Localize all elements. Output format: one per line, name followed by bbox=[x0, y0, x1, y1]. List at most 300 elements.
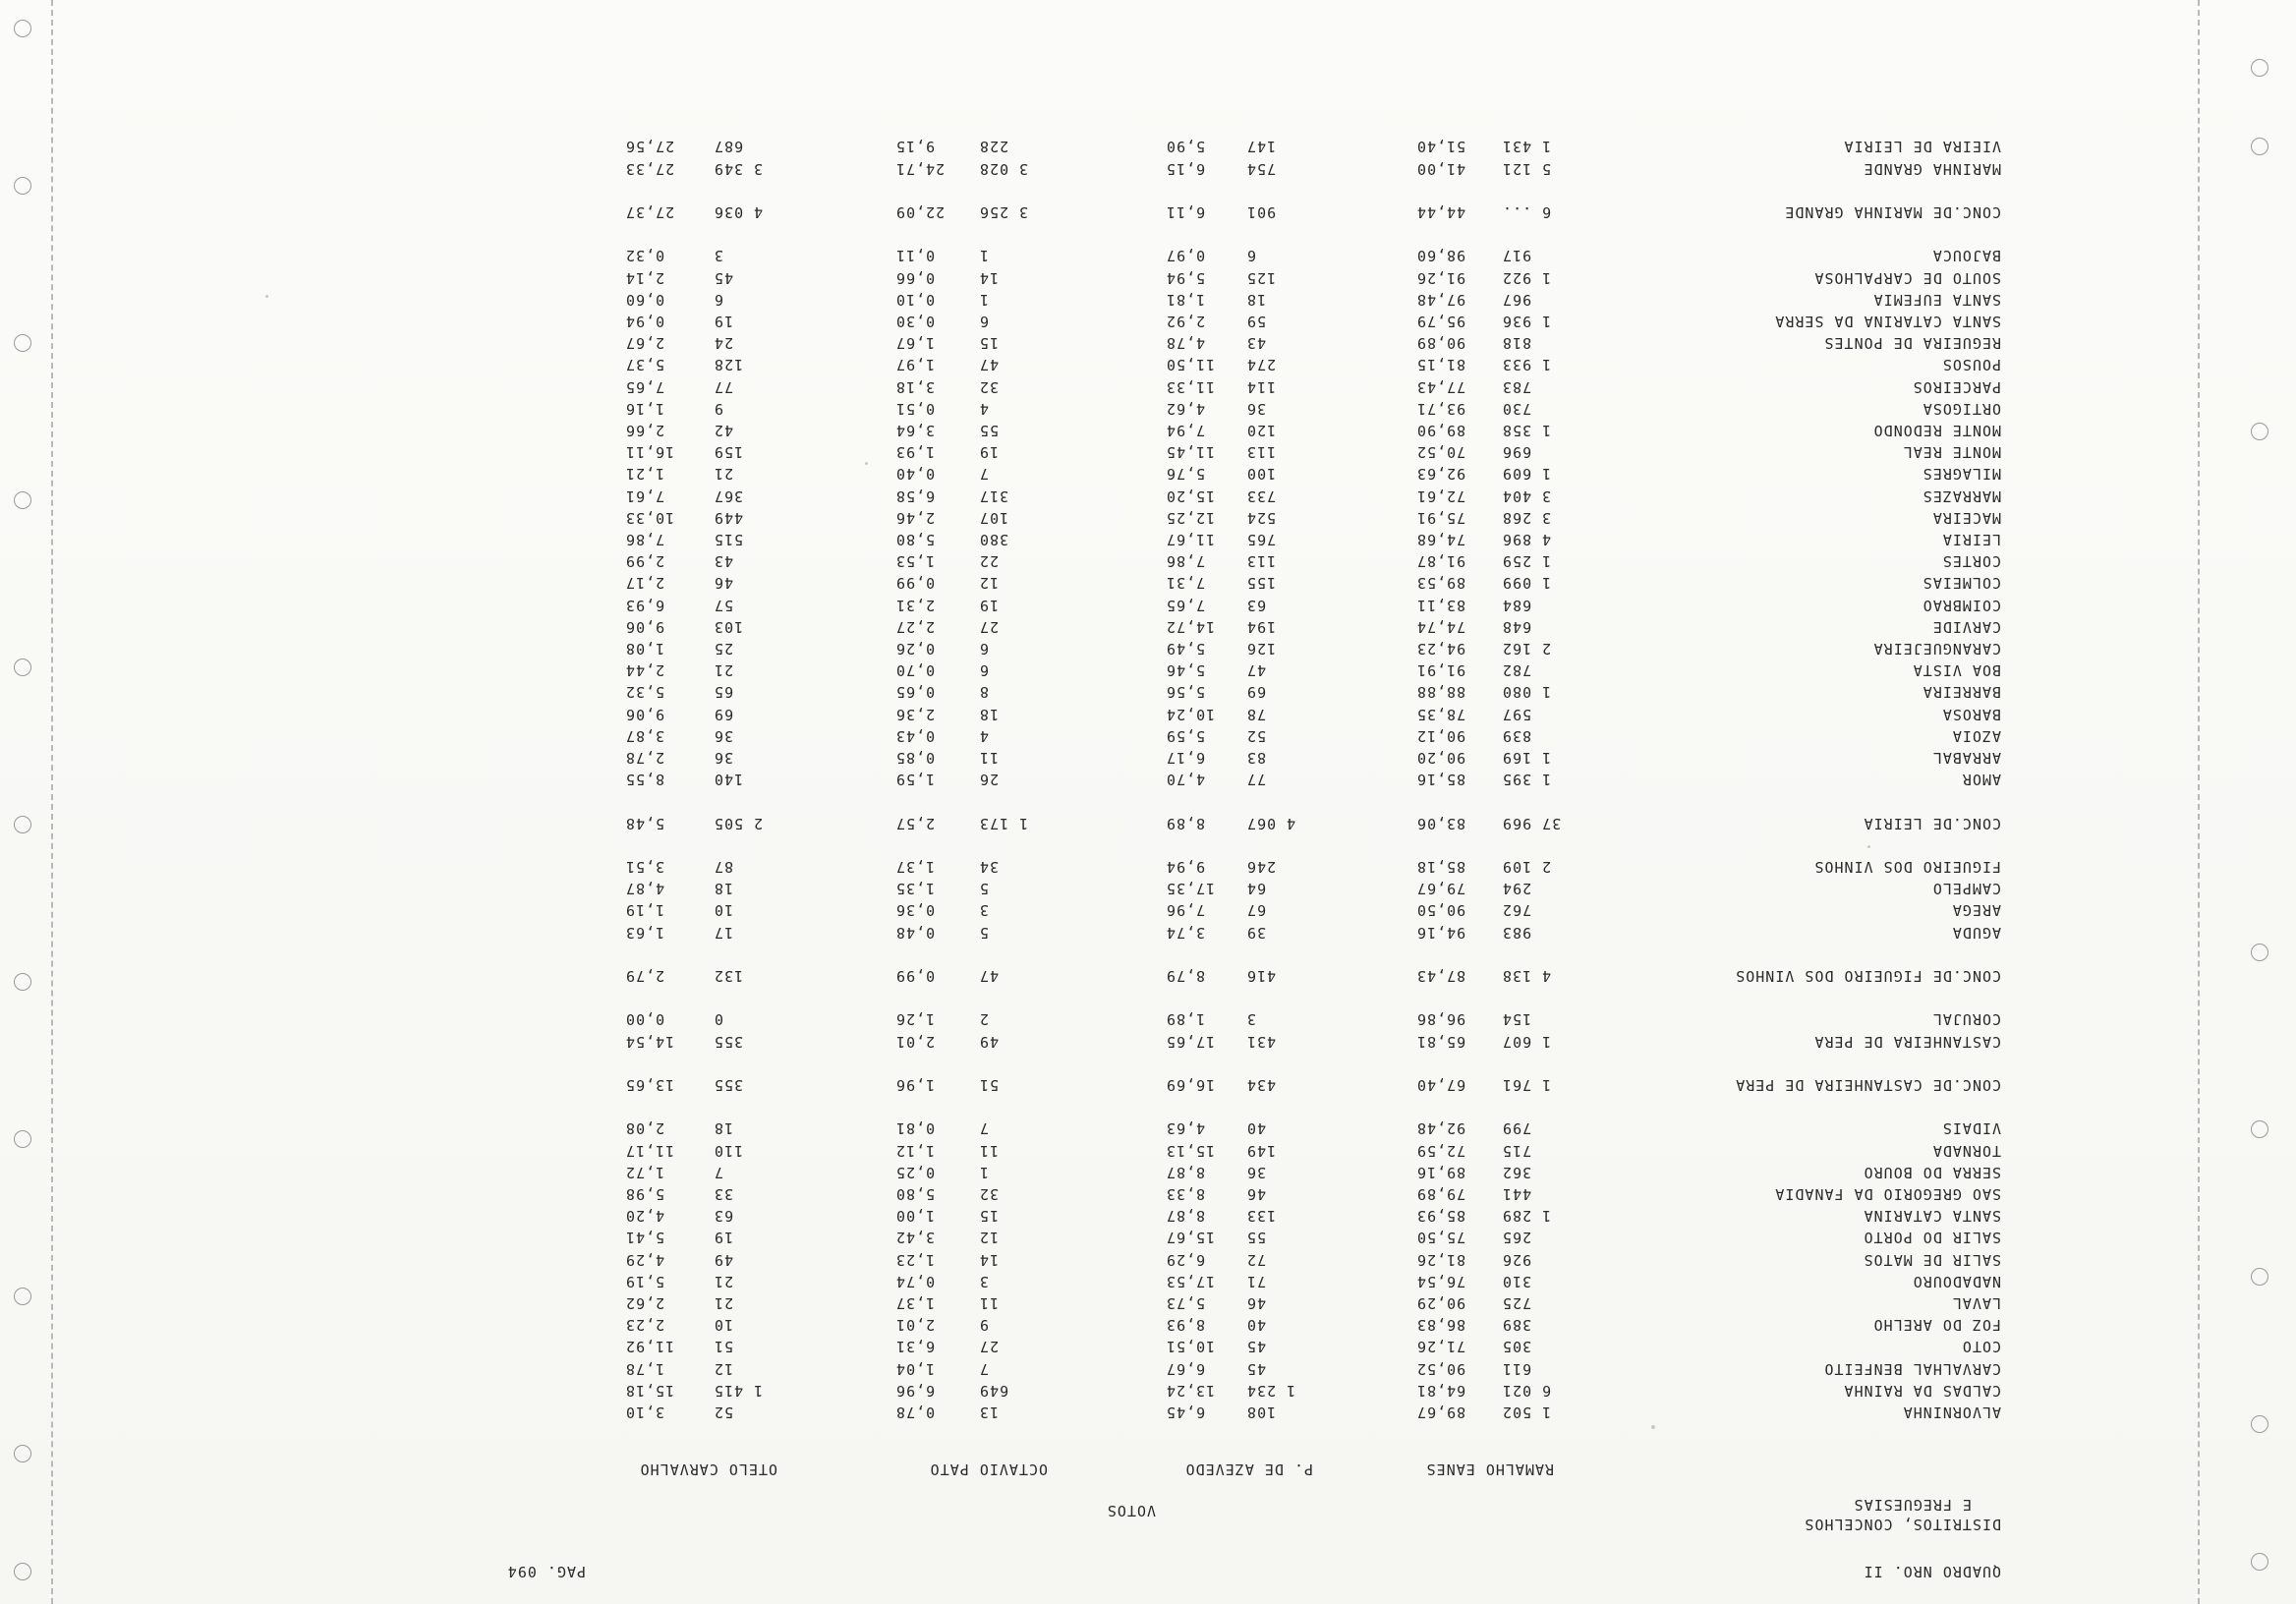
cell-p2: 14,72 bbox=[1166, 617, 1216, 636]
cell-p1: 76,54 bbox=[1416, 1272, 1466, 1290]
cell-p4: 1,78 bbox=[625, 1359, 665, 1378]
cell-c2: 40 bbox=[1246, 1316, 1267, 1335]
cell-c2: 149 bbox=[1246, 1141, 1277, 1160]
cell-p1: 74,74 bbox=[1416, 617, 1466, 636]
cell-p4: 16,11 bbox=[625, 443, 675, 462]
cell-c2: 6 bbox=[1246, 247, 1257, 265]
cell-c2: 416 bbox=[1246, 967, 1277, 985]
cell-c2: 901 bbox=[1246, 203, 1277, 221]
cell-c4: 19 bbox=[714, 1229, 734, 1247]
cell-c1: 1 358 bbox=[1502, 422, 1552, 439]
row-name: SERRA DO BOURO bbox=[1863, 1163, 2001, 1181]
cell-p1: 85,18 bbox=[1416, 858, 1466, 876]
row-name: POUSOS bbox=[1941, 356, 2001, 374]
cell-p4: 7,61 bbox=[625, 487, 665, 505]
row-name: CONC.DE MARINHA GRANDE bbox=[1784, 203, 2001, 221]
cell-c2: 133 bbox=[1246, 1207, 1277, 1226]
cell-p3: 3,18 bbox=[895, 377, 936, 396]
cell-c1: 1 609 bbox=[1502, 465, 1552, 484]
cell-c1: 983 bbox=[1502, 923, 1532, 942]
scan-speck bbox=[265, 295, 268, 298]
cell-p4: 8,55 bbox=[625, 771, 665, 789]
cell-p2: 8,87 bbox=[1166, 1163, 1206, 1181]
cell-c2: 194 bbox=[1246, 617, 1277, 636]
cell-p2: 4,70 bbox=[1166, 771, 1206, 789]
row-name: SOUTO DE CARPALHOSA bbox=[1813, 268, 2001, 287]
cell-c3: 19 bbox=[979, 443, 1000, 462]
cell-c3: 14 bbox=[979, 1250, 1000, 1269]
cell-p4: 14,54 bbox=[625, 1032, 675, 1051]
cell-c2: 120 bbox=[1246, 422, 1277, 439]
cell-c2: 83 bbox=[1246, 749, 1267, 767]
cell-p1: 86,83 bbox=[1416, 1316, 1466, 1335]
cell-p2: 12,25 bbox=[1166, 508, 1216, 527]
row-name: BAJOUCA bbox=[1931, 247, 2001, 265]
cell-c4: 367 bbox=[714, 487, 744, 505]
cell-c3: 228 bbox=[979, 138, 1009, 156]
cell-c4: 6 bbox=[714, 290, 724, 309]
cell-p3: 1,04 bbox=[895, 1359, 936, 1378]
row-name: CORTES bbox=[1941, 552, 2001, 571]
cell-p2: 5,46 bbox=[1166, 661, 1206, 680]
cell-c3: 12 bbox=[979, 574, 1000, 593]
cell-c3: 3 028 bbox=[979, 159, 1029, 178]
cell-p2: 10,24 bbox=[1166, 705, 1216, 723]
cell-c2: 18 bbox=[1246, 290, 1267, 309]
cell-p4: 3,51 bbox=[625, 858, 665, 876]
cell-p1: 93,71 bbox=[1416, 399, 1466, 418]
cell-c2: 4 067 bbox=[1246, 814, 1296, 832]
row-name: MONTE REAL bbox=[1902, 443, 2001, 462]
cell-c2: 43 bbox=[1246, 334, 1267, 353]
cell-p1: 85,93 bbox=[1416, 1207, 1466, 1226]
cell-c4: 18 bbox=[714, 880, 734, 898]
cell-p2: 6,15 bbox=[1166, 159, 1206, 178]
cell-c2: 155 bbox=[1246, 574, 1277, 593]
cell-c2: 431 bbox=[1246, 1032, 1277, 1051]
cell-p1: 88,88 bbox=[1416, 683, 1466, 702]
cell-c3: 19 bbox=[979, 596, 1000, 614]
row-name: BAROSA bbox=[1941, 705, 2001, 723]
cell-c1: 597 bbox=[1502, 705, 1532, 723]
cell-p1: 92,48 bbox=[1416, 1119, 1466, 1138]
cell-c2: 45 bbox=[1246, 1338, 1267, 1356]
cell-p4: 1,63 bbox=[625, 923, 665, 942]
row-name: AGUDA bbox=[1951, 923, 2001, 942]
cell-p4: 4,29 bbox=[625, 1250, 665, 1269]
cell-p1: 72,59 bbox=[1416, 1141, 1466, 1160]
row-name: MILAGRES bbox=[1922, 465, 2001, 484]
cell-p3: 1,93 bbox=[895, 443, 936, 462]
cell-c1: 730 bbox=[1502, 399, 1532, 418]
cell-p3: 1,67 bbox=[895, 334, 936, 353]
cell-c4: 110 bbox=[714, 1141, 744, 1160]
row-name: CARVALHAL BENFEITO bbox=[1823, 1359, 2001, 1378]
cell-p1: 91,91 bbox=[1416, 661, 1466, 680]
cell-p4: 5,32 bbox=[625, 683, 665, 702]
district-label-line2: E FREGUESIAS bbox=[1853, 1496, 1972, 1514]
cell-c3: 22 bbox=[979, 552, 1000, 571]
cell-c1: 4 896 bbox=[1502, 531, 1552, 548]
cell-c2: 274 bbox=[1246, 356, 1277, 374]
cell-c3: 49 bbox=[979, 1032, 1000, 1051]
cell-p1: 90,12 bbox=[1416, 726, 1466, 745]
cell-p2: 13,24 bbox=[1166, 1381, 1216, 1400]
cell-p3: 2,01 bbox=[895, 1316, 936, 1335]
cell-c1: 294 bbox=[1502, 880, 1532, 898]
cell-c4: 159 bbox=[714, 443, 744, 462]
cell-p3: 2,57 bbox=[895, 814, 936, 832]
cell-p2: 17,53 bbox=[1166, 1272, 1216, 1290]
cell-p3: 0,25 bbox=[895, 1163, 936, 1181]
cell-c2: 114 bbox=[1246, 377, 1277, 396]
row-name: ARRABAL bbox=[1931, 749, 2001, 767]
cell-c4: 10 bbox=[714, 1316, 734, 1335]
cell-c4: 515 bbox=[714, 531, 744, 548]
cell-c1: 362 bbox=[1502, 1163, 1532, 1181]
cell-c2: 52 bbox=[1246, 726, 1267, 745]
cell-p3: 0,40 bbox=[895, 465, 936, 484]
cell-c4: 24 bbox=[714, 334, 734, 353]
cell-p3: 1,12 bbox=[895, 1141, 936, 1160]
cell-c3: 27 bbox=[979, 617, 1000, 636]
cell-c3: 32 bbox=[979, 1185, 1000, 1203]
cell-p1: 41,00 bbox=[1416, 159, 1466, 178]
cell-p3: 0,81 bbox=[895, 1119, 936, 1138]
cell-c4: 21 bbox=[714, 1294, 734, 1312]
cell-p3: 1,00 bbox=[895, 1207, 936, 1226]
cell-p3: 9,15 bbox=[895, 138, 936, 156]
cell-p2: 3,74 bbox=[1166, 923, 1206, 942]
cell-p4: 15,18 bbox=[625, 1381, 675, 1400]
cell-p4: 2,17 bbox=[625, 574, 665, 593]
cell-p3: 24,71 bbox=[895, 159, 946, 178]
row-name: MACEIRA bbox=[1931, 508, 2001, 527]
cell-p4: 5,41 bbox=[625, 1229, 665, 1247]
cell-c1: 2 109 bbox=[1502, 858, 1552, 876]
cell-p2: 10,51 bbox=[1166, 1338, 1216, 1356]
cell-p3: 2,01 bbox=[895, 1032, 936, 1051]
cell-p2: 4,63 bbox=[1166, 1119, 1206, 1138]
cell-c4: 1 415 bbox=[714, 1381, 764, 1400]
cell-c4: 52 bbox=[714, 1404, 734, 1421]
cell-p3: 0,66 bbox=[895, 268, 936, 287]
row-name: FOZ DO ARELHO bbox=[1872, 1316, 2001, 1335]
cell-c2: 754 bbox=[1246, 159, 1277, 178]
cell-c3: 47 bbox=[979, 967, 1000, 985]
cell-c3: 7 bbox=[979, 1359, 990, 1378]
cell-c2: 64 bbox=[1246, 880, 1267, 898]
cell-c3: 1 173 bbox=[979, 814, 1029, 832]
row-name: PARCEIROS bbox=[1912, 377, 2001, 396]
row-name: SANTA CATARINA DA SERRA bbox=[1774, 313, 2001, 330]
cell-p1: 81,15 bbox=[1416, 356, 1466, 374]
cell-c4: 0 bbox=[714, 1010, 724, 1029]
cell-c2: 733 bbox=[1246, 487, 1277, 505]
cell-p4: 2,99 bbox=[625, 552, 665, 571]
cell-p1: 90,50 bbox=[1416, 901, 1466, 920]
cell-c4: 19 bbox=[714, 313, 734, 330]
cell-c4: 42 bbox=[714, 422, 734, 439]
cell-c2: 524 bbox=[1246, 508, 1277, 527]
cell-p2: 6,45 bbox=[1166, 1404, 1206, 1421]
cell-c1: 1 936 bbox=[1502, 313, 1552, 330]
cell-c3: 13 bbox=[979, 1404, 1000, 1421]
cell-p4: 2,08 bbox=[625, 1119, 665, 1138]
cell-c1: 818 bbox=[1502, 334, 1532, 353]
cell-c3: 7 bbox=[979, 465, 990, 484]
row-name: COIMBRAO bbox=[1922, 596, 2001, 614]
cell-c4: 51 bbox=[714, 1338, 734, 1356]
cell-c3: 55 bbox=[979, 422, 1000, 439]
row-name: MARINHA GRANDE bbox=[1863, 159, 2001, 178]
scan-speck bbox=[1651, 1425, 1655, 1429]
cell-p4: 27,33 bbox=[625, 159, 675, 178]
cell-c1: 265 bbox=[1502, 1229, 1532, 1247]
cell-p2: 5,94 bbox=[1166, 268, 1206, 287]
cell-c1: 1 607 bbox=[1502, 1032, 1552, 1051]
cell-p1: 90,20 bbox=[1416, 749, 1466, 767]
cell-p3: 1,96 bbox=[895, 1076, 936, 1094]
column-header-eanes: RAMALHO EANES bbox=[1425, 1461, 1554, 1478]
cell-c1: 783 bbox=[1502, 377, 1532, 396]
cell-c4: 128 bbox=[714, 356, 744, 374]
cell-p1: 94,23 bbox=[1416, 640, 1466, 658]
cell-c2: 100 bbox=[1246, 465, 1277, 484]
cell-c4: 687 bbox=[714, 138, 744, 156]
cell-c2: 113 bbox=[1246, 552, 1277, 571]
cell-c3: 107 bbox=[979, 508, 1009, 527]
row-name: AZOIA bbox=[1951, 726, 2001, 745]
cell-c1: 1 922 bbox=[1502, 268, 1552, 287]
cell-p3: 1,37 bbox=[895, 1294, 936, 1312]
cell-p1: 74,68 bbox=[1416, 531, 1466, 548]
row-name: FIGUEIRO DOS VINHOS bbox=[1813, 858, 2001, 876]
cell-c2: 765 bbox=[1246, 531, 1277, 548]
cell-p1: 94,16 bbox=[1416, 923, 1466, 942]
cell-c4: 33 bbox=[714, 1185, 734, 1203]
cell-p2: 15,20 bbox=[1166, 487, 1216, 505]
cell-c2: 78 bbox=[1246, 705, 1267, 723]
cell-p2: 5,49 bbox=[1166, 640, 1206, 658]
cell-p3: 5,80 bbox=[895, 1185, 936, 1203]
cell-p4: 2,79 bbox=[625, 967, 665, 985]
cell-p1: 89,53 bbox=[1416, 574, 1466, 593]
cell-p4: 11,92 bbox=[625, 1338, 675, 1356]
cell-c2: 40 bbox=[1246, 1119, 1267, 1138]
cell-p1: 77,43 bbox=[1416, 377, 1466, 396]
row-name: CORUJAL bbox=[1931, 1010, 2001, 1029]
cell-p1: 71,26 bbox=[1416, 1338, 1466, 1356]
cell-c1: 684 bbox=[1502, 596, 1532, 614]
cell-p4: 1,08 bbox=[625, 640, 665, 658]
cell-c3: 47 bbox=[979, 356, 1000, 374]
cell-p3: 0,85 bbox=[895, 749, 936, 767]
cell-p3: 0,43 bbox=[895, 726, 936, 745]
cell-p1: 78,35 bbox=[1416, 705, 1466, 723]
cell-c1: 715 bbox=[1502, 1141, 1532, 1160]
cell-p2: 9,94 bbox=[1166, 858, 1206, 876]
cell-p2: 11,67 bbox=[1166, 531, 1216, 548]
cell-c4: 77 bbox=[714, 377, 734, 396]
cell-p3: 1,97 bbox=[895, 356, 936, 374]
row-name: SANTA EUFEMIA bbox=[1872, 290, 2001, 309]
cell-p3: 0,74 bbox=[895, 1272, 936, 1290]
cell-p2: 11,45 bbox=[1166, 443, 1216, 462]
cell-p1: 83,06 bbox=[1416, 814, 1466, 832]
cell-p1: 97,48 bbox=[1416, 290, 1466, 309]
cell-p4: 1,19 bbox=[625, 901, 665, 920]
cell-c1: 696 bbox=[1502, 443, 1532, 462]
cell-c3: 1 bbox=[979, 1163, 990, 1181]
cell-c1: 5 121 bbox=[1502, 159, 1552, 178]
cell-p2: 11,50 bbox=[1166, 356, 1216, 374]
cell-c4: 21 bbox=[714, 1272, 734, 1290]
cell-p4: 9,06 bbox=[625, 705, 665, 723]
cell-c1: 2 162 bbox=[1502, 640, 1552, 658]
row-name: VIEIRA DE LEIRIA bbox=[1843, 138, 2001, 156]
cell-c4: 140 bbox=[714, 771, 744, 789]
cell-p3: 1,59 bbox=[895, 771, 936, 789]
cell-c3: 6 bbox=[979, 313, 990, 330]
cell-p2: 1,89 bbox=[1166, 1010, 1206, 1029]
cell-c2: 113 bbox=[1246, 443, 1277, 462]
cell-p4: 7,86 bbox=[625, 531, 665, 548]
cell-p4: 5,37 bbox=[625, 356, 665, 374]
cell-p1: 83,11 bbox=[1416, 596, 1466, 614]
cell-c1: 37 969 bbox=[1502, 814, 1562, 832]
cell-c2: 125 bbox=[1246, 268, 1277, 287]
cell-p3: 2,46 bbox=[895, 508, 936, 527]
cell-p4: 1,21 bbox=[625, 465, 665, 484]
row-name: COLMEIAS bbox=[1922, 574, 2001, 593]
cell-c3: 11 bbox=[979, 749, 1000, 767]
cell-p2: 6,29 bbox=[1166, 1250, 1206, 1269]
cell-p2: 17,35 bbox=[1166, 880, 1216, 898]
cell-c3: 18 bbox=[979, 705, 1000, 723]
cell-c1: 1 099 bbox=[1502, 574, 1552, 593]
cell-c4: 3 349 bbox=[714, 159, 764, 178]
cell-c3: 32 bbox=[979, 377, 1000, 396]
cell-c4: 103 bbox=[714, 617, 744, 636]
cell-p1: 79,89 bbox=[1416, 1185, 1466, 1203]
cell-c1: 310 bbox=[1502, 1272, 1532, 1290]
cell-p1: 89,67 bbox=[1416, 1404, 1466, 1421]
cell-c1: 1 933 bbox=[1502, 356, 1552, 374]
cell-p2: 2,92 bbox=[1166, 313, 1206, 330]
table-id: QUADRO NRO. II bbox=[1863, 1563, 2001, 1580]
cell-c3: 1 bbox=[979, 290, 990, 309]
cell-c1: 926 bbox=[1502, 1250, 1532, 1269]
cell-p4: 0,94 bbox=[625, 313, 665, 330]
row-name: CONC.DE CASTANHEIRA DE PERA bbox=[1735, 1076, 2001, 1094]
cell-c4: 3 bbox=[714, 247, 724, 265]
cell-p3: 1,26 bbox=[895, 1010, 936, 1029]
cell-p4: 27,56 bbox=[625, 138, 675, 156]
cell-p2: 17,65 bbox=[1166, 1032, 1216, 1051]
cell-p1: 87,43 bbox=[1416, 967, 1466, 985]
cell-p1: 64,81 bbox=[1416, 1381, 1466, 1400]
row-name: SANTA CATARINA bbox=[1863, 1207, 2001, 1226]
cell-p1: 90,52 bbox=[1416, 1359, 1466, 1378]
cell-c1: 839 bbox=[1502, 726, 1532, 745]
cell-p3: 0,10 bbox=[895, 290, 936, 309]
cell-c3: 15 bbox=[979, 1207, 1000, 1226]
row-name: VIDAIS bbox=[1941, 1119, 2001, 1138]
cell-c4: 87 bbox=[714, 858, 734, 876]
cell-p4: 2,78 bbox=[625, 749, 665, 767]
cell-c1: 967 bbox=[1502, 290, 1532, 309]
cell-p1: 67,40 bbox=[1416, 1076, 1466, 1094]
row-name: CAMPELO bbox=[1931, 880, 2001, 898]
cell-p4: 1,72 bbox=[625, 1163, 665, 1181]
cell-c4: 69 bbox=[714, 705, 734, 723]
cell-p3: 0,36 bbox=[895, 901, 936, 920]
cell-c4: 36 bbox=[714, 749, 734, 767]
cell-c4: 9 bbox=[714, 399, 724, 418]
cell-c4: 12 bbox=[714, 1359, 734, 1378]
cell-p2: 5,90 bbox=[1166, 138, 1206, 156]
cell-c2: 72 bbox=[1246, 1250, 1267, 1269]
cell-p4: 7,65 bbox=[625, 377, 665, 396]
row-name: AMOR bbox=[1961, 771, 2001, 789]
cell-c3: 5 bbox=[979, 880, 990, 898]
cell-p1: 70,52 bbox=[1416, 443, 1466, 462]
cell-c4: 36 bbox=[714, 726, 734, 745]
cell-p4: 3,87 bbox=[625, 726, 665, 745]
cell-c3: 2 bbox=[979, 1010, 990, 1029]
cell-c2: 126 bbox=[1246, 640, 1277, 658]
scan-speck bbox=[1867, 845, 1870, 848]
cell-p2: 5,76 bbox=[1166, 465, 1206, 484]
cell-p4: 6,93 bbox=[625, 596, 665, 614]
cell-c4: 49 bbox=[714, 1250, 734, 1269]
row-name: MONTE REDONDO bbox=[1872, 422, 2001, 439]
cell-c2: 147 bbox=[1246, 138, 1277, 156]
cell-p2: 5,56 bbox=[1166, 683, 1206, 702]
cell-c2: 246 bbox=[1246, 858, 1277, 876]
cell-p3: 0,70 bbox=[895, 661, 936, 680]
cell-c3: 8 bbox=[979, 683, 990, 702]
cell-c3: 34 bbox=[979, 858, 1000, 876]
cell-c2: 59 bbox=[1246, 313, 1267, 330]
cell-c3: 51 bbox=[979, 1076, 1000, 1094]
cell-p4: 2,14 bbox=[625, 268, 665, 287]
cell-p1: 95,79 bbox=[1416, 313, 1466, 330]
cell-p2: 7,94 bbox=[1166, 422, 1206, 439]
row-name: BARREIRA bbox=[1922, 683, 2001, 702]
cell-c4: 46 bbox=[714, 574, 734, 593]
cell-p1: 65,81 bbox=[1416, 1032, 1466, 1051]
cell-c2: 3 bbox=[1246, 1010, 1257, 1029]
cell-p3: 1,23 bbox=[895, 1250, 936, 1269]
cell-p3: 3,42 bbox=[895, 1229, 936, 1247]
cell-c2: 39 bbox=[1246, 923, 1267, 942]
cell-p3: 6,58 bbox=[895, 487, 936, 505]
cell-c1: 1 395 bbox=[1502, 771, 1552, 789]
cell-p4: 4,20 bbox=[625, 1207, 665, 1226]
cell-p3: 0,48 bbox=[895, 923, 936, 942]
cell-c1: 1 259 bbox=[1502, 552, 1552, 571]
cell-c1: 389 bbox=[1502, 1316, 1532, 1335]
cell-p1: 96,86 bbox=[1416, 1010, 1466, 1029]
cell-p1: 92,63 bbox=[1416, 465, 1466, 484]
cell-p4: 0,32 bbox=[625, 247, 665, 265]
cell-c4: 7 bbox=[714, 1163, 724, 1181]
cell-c2: 63 bbox=[1246, 596, 1267, 614]
cell-p4: 0,60 bbox=[625, 290, 665, 309]
cell-c3: 9 bbox=[979, 1316, 990, 1335]
